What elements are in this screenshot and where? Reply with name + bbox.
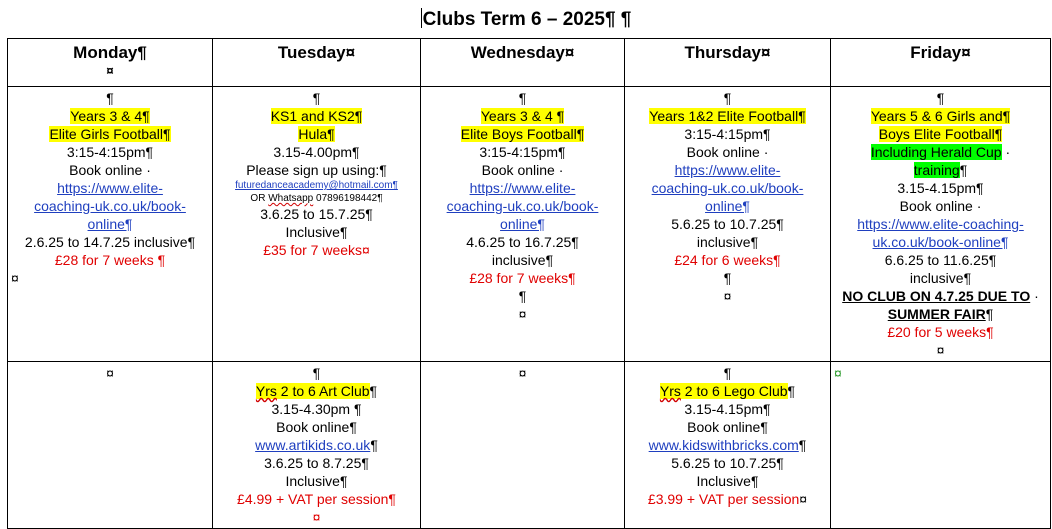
- cell-end-mark: ¤: [312, 509, 321, 525]
- booking-link[interactable]: coaching-uk.co.uk/book-: [34, 198, 186, 214]
- club-name: Elite Boys Football¶: [460, 126, 585, 142]
- booking-link[interactable]: coaching-uk.co.uk/book-: [651, 180, 804, 196]
- whatsapp-number: 07896198442¶: [313, 193, 383, 204]
- club-dates: 5.6.25 to 10.7.25¶: [671, 216, 784, 232]
- booking-link[interactable]: https://www.elite-: [57, 180, 163, 196]
- club-name-text: 2 to 6 Lego Club: [680, 383, 788, 399]
- pilcrow: ¶: [518, 288, 527, 304]
- document-title: [0, 8, 1052, 31]
- cell-end-mark: ¤: [11, 270, 19, 286]
- book-online-text: Book online ·: [899, 198, 982, 214]
- club-dates: 6.6.25 to 11.6.25¶: [884, 252, 997, 268]
- booking-link[interactable]: online¶: [705, 198, 750, 214]
- whatsapp-word: Whatsapp: [268, 193, 314, 204]
- club-dates: 5.6.25 to 10.7.25¶: [671, 455, 784, 471]
- club-price: £20 for 5 weeks¶: [887, 324, 994, 340]
- club-years: Years 3 & 4¶: [70, 108, 150, 124]
- pilcrow: ¶: [723, 365, 732, 381]
- or-text: OR: [250, 193, 269, 204]
- no-club-notice: SUMMER FAIR: [887, 306, 986, 322]
- book-online-text: Book online ·: [69, 162, 151, 178]
- cell-wednesday-empty: [421, 362, 625, 529]
- club-inclusive: Inclusive¶: [285, 473, 348, 489]
- pilcrow: ¶: [959, 162, 968, 178]
- pilcrow: ¶: [312, 365, 321, 381]
- cell-thursday-lego: [625, 362, 831, 529]
- header-wednesday: Wednesday¤: [421, 39, 625, 87]
- signup-text: Please sign up using:¶: [246, 162, 387, 178]
- club-name: Hula¶: [298, 126, 335, 142]
- pilcrow: ¶: [985, 306, 994, 322]
- header-row: [8, 39, 1051, 87]
- club-name: [660, 383, 788, 399]
- club-dates: 4.6.25 to 16.7.25¶: [466, 234, 579, 250]
- club-price: £28 for 7 weeks ¶: [54, 252, 166, 268]
- clubs-row-1: [8, 87, 1051, 362]
- booking-link[interactable]: online¶: [500, 216, 545, 232]
- pilcrow: ¶: [723, 270, 732, 286]
- whatsapp-line: [216, 192, 417, 205]
- pilcrow: ¶: [370, 437, 378, 453]
- club-name: [256, 383, 370, 399]
- cell-end-mark: ¤: [106, 365, 114, 381]
- club-dates: 3.6.25 to 8.7.25¶: [264, 455, 369, 471]
- club-time: 3:15-4:15pm¶: [66, 144, 154, 160]
- book-online-text: Book online ·: [481, 162, 564, 178]
- club-dates: 3.6.25 to 15.7.25¶: [260, 206, 373, 222]
- club-years: Years 3 & 4 ¶: [480, 108, 565, 124]
- booking-link[interactable]: www.kidswithbricks.com: [648, 437, 799, 453]
- club-time: 3.15-4.30pm ¶: [271, 401, 362, 417]
- booking-link[interactable]: coaching-uk.co.uk/book-: [446, 198, 599, 214]
- cell-friday-football: ¶ Years 5 & 6 Girls and¶ Boys Elite Football¶ Including Herald Cup · training¶ 3.15-4.15pm¶ Book online · https://www.elite-coaching- uk.co.uk/book-online¶ 6.6.25 to 11.6.25¶ inclusive¶ NO CLUB ON 4.7.25 DUE TO · SUMMER FAIR¶ £20 for 5 weeks¶ ¤: [831, 87, 1051, 362]
- cell-end-mark: ¤: [723, 288, 732, 304]
- header-thursday: Thursday¤: [625, 39, 831, 87]
- cell-end-mark: ¤: [518, 365, 527, 381]
- booking-link[interactable]: online¶: [87, 216, 133, 232]
- club-price: £24 for 6 weeks¶: [674, 252, 781, 268]
- club-years: Years 1&2 Elite Football¶: [649, 108, 806, 124]
- pilcrow: ¶: [798, 437, 807, 453]
- club-price: £3.99 + VAT per session: [647, 491, 800, 507]
- cell-friday-empty: [831, 362, 1051, 529]
- cell-tuesday-art: [213, 362, 421, 529]
- club-price: £4.99 + VAT per session¶: [237, 491, 396, 507]
- pilcrow: ¶: [723, 90, 732, 106]
- club-years: Years 5 & 6 Girls and¶: [870, 108, 1011, 124]
- cell-end-mark: ¤: [106, 63, 114, 78]
- cell-monday-empty: [8, 362, 213, 529]
- club-name: Elite Girls Football¶: [49, 126, 171, 142]
- herald-cup-note: training: [913, 162, 960, 178]
- club-name: Boys Elite Football¶: [878, 126, 1003, 142]
- cell-wednesday-football: [421, 87, 625, 362]
- club-price: £35 for 7 weeks¤: [263, 242, 370, 258]
- club-dates: 2.6.25 to 14.7.25 inclusive¶: [24, 234, 196, 250]
- club-time: 3:15-4:15pm¶: [479, 144, 566, 160]
- clubs-table: [7, 38, 1051, 529]
- book-online-text: Book online ·: [686, 144, 769, 160]
- cell-monday-football: [8, 87, 213, 362]
- yrs-word: Yrs: [659, 383, 681, 399]
- cell-end-mark: ¤: [834, 365, 842, 381]
- club-price: £28 for 7 weeks¶: [469, 270, 576, 286]
- booking-link[interactable]: www.artikids.co.uk: [255, 437, 371, 453]
- pilcrow: ¶: [312, 90, 321, 106]
- title-text: Clubs Term 6 – 2025¶ ¶: [422, 9, 632, 30]
- club-time: 3.15-4.00pm¶: [273, 144, 360, 160]
- club-inclusive: inclusive¶: [491, 252, 554, 268]
- club-inclusive: Inclusive¶: [285, 224, 348, 240]
- club-time: 3:15-4:15pm¶: [684, 126, 771, 142]
- booking-link[interactable]: https://www.elite-: [469, 180, 576, 196]
- clubs-row-2: [8, 362, 1051, 529]
- cell-end-mark: ¤: [518, 306, 527, 322]
- club-name-text: 2 to 6 Art Club: [276, 383, 370, 399]
- yrs-word: Yrs: [255, 383, 277, 399]
- booking-link[interactable]: https://www.elite-coaching-: [857, 216, 1024, 232]
- pilcrow: ¶: [518, 90, 527, 106]
- pilcrow: ¶: [936, 90, 945, 106]
- booking-link[interactable]: https://www.elite-: [674, 162, 781, 178]
- pilcrow: ¶: [106, 90, 114, 106]
- header-monday: [8, 39, 213, 87]
- book-online-text: Book online¶: [276, 419, 357, 435]
- header-monday-label: Monday¶: [73, 43, 147, 62]
- cell-end-mark: ¤: [799, 491, 808, 507]
- cell-end-mark: ¤: [936, 342, 945, 358]
- club-time: 3.15-4.15pm¶: [684, 401, 771, 417]
- booking-link[interactable]: uk.co.uk/book-online¶: [872, 234, 1009, 250]
- club-inclusive: inclusive¶: [696, 234, 759, 250]
- header-friday: Friday¤: [831, 39, 1051, 87]
- contact-email[interactable]: futuredanceacademy@hotmail.com¶: [235, 180, 398, 191]
- herald-cup-note: Including Herald Cup: [870, 144, 1002, 160]
- club-years: KS1 and KS2¶: [270, 108, 363, 124]
- cell-thursday-football: [625, 87, 831, 362]
- pilcrow: ¶: [787, 383, 796, 399]
- no-club-notice: NO CLUB ON 4.7.25 DUE TO: [842, 288, 1031, 304]
- pilcrow: ¶: [369, 383, 378, 399]
- club-inclusive: Inclusive¶: [696, 473, 759, 489]
- club-time: 3.15-4.15pm¶: [897, 180, 984, 196]
- book-online-text: Book online¶: [687, 419, 768, 435]
- header-tuesday: Tuesday¤: [213, 39, 421, 87]
- text-cursor: [421, 8, 422, 28]
- club-inclusive: inclusive¶: [909, 270, 972, 286]
- cell-tuesday-hula: [213, 87, 421, 362]
